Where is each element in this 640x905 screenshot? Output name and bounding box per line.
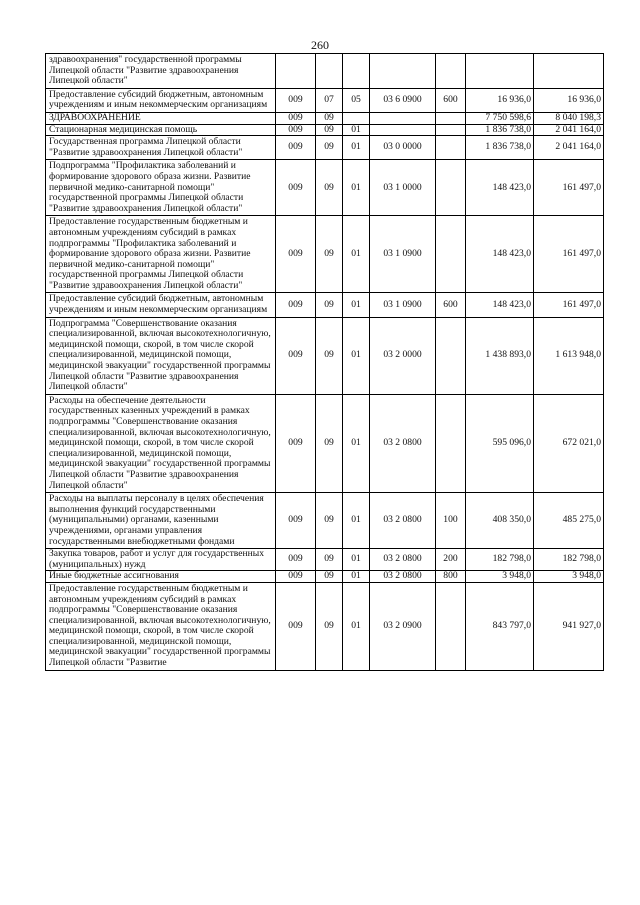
row-section-code: 09 — [316, 317, 343, 394]
row-description: Подпрограмма "Профилактика заболеваний и формирование здорового образа жизни. Развитие первичной медико-санитарной помощи" государственной программы Липецкой области "Развитие здравоохранения Липецкой области" — [46, 160, 276, 216]
row-target-article: 03 6 0900 — [370, 88, 436, 112]
row-ministry-code: 009 — [276, 124, 316, 136]
row-amount-year2: 161 497,0 — [534, 293, 604, 317]
table-row — [46, 394, 604, 492]
row-amount-year2: 161 497,0 — [534, 216, 604, 293]
row-expense-type — [436, 317, 466, 394]
row-description: ЗДРАВООХРАНЕНИЕ — [46, 112, 276, 124]
row-target-article: 03 2 0800 — [370, 394, 436, 492]
row-target-article: 03 2 0800 — [370, 571, 436, 583]
row-description: здравоохранения" государственной программы Липецкой области "Развитие здравоохранения Липецкой области" — [46, 54, 276, 89]
row-section-code: 09 — [316, 549, 343, 571]
table-row — [46, 582, 604, 670]
row-expense-type: 100 — [436, 493, 466, 549]
row-target-article — [370, 112, 436, 124]
row-description: Иные бюджетные ассигнования — [46, 571, 276, 583]
row-amount-year1: 1 836 738,0 — [466, 124, 534, 136]
row-section-code: 09 — [316, 112, 343, 124]
row-ministry-code: 009 — [276, 160, 316, 216]
row-ministry-code: 009 — [276, 571, 316, 583]
row-amount-year1: 1 438 893,0 — [466, 317, 534, 394]
table-row — [46, 124, 604, 136]
row-expense-type — [436, 582, 466, 670]
row-subsection-code: 01 — [343, 317, 370, 394]
row-ministry-code: 009 — [276, 493, 316, 549]
row-expense-type: 200 — [436, 549, 466, 571]
table-row — [46, 88, 604, 112]
row-expense-type — [436, 54, 466, 89]
row-amount-year1: 843 797,0 — [466, 582, 534, 670]
row-amount-year2: 941 927,0 — [534, 582, 604, 670]
row-amount-year2: 485 275,0 — [534, 493, 604, 549]
table-row — [46, 571, 604, 583]
row-amount-year1: 595 096,0 — [466, 394, 534, 492]
table-row — [46, 293, 604, 317]
row-subsection-code: 01 — [343, 124, 370, 136]
row-description: Предоставление субсидий бюджетным, автономным учреждениям и иным некоммерческим организациям — [46, 88, 276, 112]
row-amount-year2: 2 041 164,0 — [534, 124, 604, 136]
row-expense-type — [436, 216, 466, 293]
row-description: Государственная программа Липецкой области "Развитие здравоохранения Липецкой области" — [46, 136, 276, 160]
row-subsection-code: 01 — [343, 293, 370, 317]
row-amount-year1: 7 750 598,6 — [466, 112, 534, 124]
row-target-article: 03 1 0900 — [370, 216, 436, 293]
row-subsection-code: 01 — [343, 394, 370, 492]
row-description: Предоставление государственным бюджетным и автономным учреждениям субсидий в рамках подпрограммы "Совершенствование оказания специализированной, включая высокотехнологичную, медицинской помощи, скорой, в том числе скорой специализированной, медицинской помощи, медицинской эвакуации" государственной программы Липецкой области "Развитие — [46, 582, 276, 670]
row-section-code: 09 — [316, 136, 343, 160]
budget-table — [45, 53, 604, 671]
row-amount-year2: 672 021,0 — [534, 394, 604, 492]
table-row — [46, 549, 604, 571]
row-ministry-code: 009 — [276, 293, 316, 317]
row-expense-type: 800 — [436, 571, 466, 583]
row-target-article: 03 2 0800 — [370, 549, 436, 571]
row-target-article: 03 2 0800 — [370, 493, 436, 549]
row-amount-year1: 148 423,0 — [466, 293, 534, 317]
table-row — [46, 317, 604, 394]
row-ministry-code: 009 — [276, 317, 316, 394]
row-expense-type — [436, 124, 466, 136]
row-section-code: 09 — [316, 394, 343, 492]
row-target-article: 03 1 0000 — [370, 160, 436, 216]
row-description: Предоставление государственным бюджетным и автономным учреждениям субсидий в рамках подпрограммы "Профилактика заболеваний и формирование здорового образа жизни. Развитие первичной медико-санитарной помощи" государственной программы Липецкой области "Развитие здравоохранения Липецкой области" — [46, 216, 276, 293]
row-amount-year2: 16 936,0 — [534, 88, 604, 112]
row-subsection-code: 01 — [343, 571, 370, 583]
row-section-code: 09 — [316, 216, 343, 293]
row-expense-type — [436, 112, 466, 124]
row-subsection-code: 01 — [343, 216, 370, 293]
row-amount-year1: 16 936,0 — [466, 88, 534, 112]
row-amount-year2: 3 948,0 — [534, 571, 604, 583]
row-expense-type — [436, 160, 466, 216]
row-section-code: 09 — [316, 493, 343, 549]
row-section-code: 09 — [316, 571, 343, 583]
row-description: Стационарная медицинская помощь — [46, 124, 276, 136]
row-amount-year2: 1 613 948,0 — [534, 317, 604, 394]
row-amount-year2: 2 041 164,0 — [534, 136, 604, 160]
table-row — [46, 54, 604, 89]
row-subsection-code: 01 — [343, 136, 370, 160]
row-amount-year1: 182 798,0 — [466, 549, 534, 571]
row-description: Подпрограмма "Совершенствование оказания специализированной, включая высокотехнологичную, медицинской помощи, скорой, в том числе скорой специализированной, медицинской помощи, медицинской эвакуации" государственной программы Липецкой области "Развитие здравоохранения Липецкой области" — [46, 317, 276, 394]
row-amount-year1: 3 948,0 — [466, 571, 534, 583]
row-subsection-code: 01 — [343, 493, 370, 549]
row-amount-year2: 182 798,0 — [534, 549, 604, 571]
row-ministry-code: 009 — [276, 549, 316, 571]
row-section-code: 09 — [316, 582, 343, 670]
row-ministry-code — [276, 54, 316, 89]
row-target-article: 03 2 0000 — [370, 317, 436, 394]
row-section-code: 07 — [316, 88, 343, 112]
row-subsection-code — [343, 112, 370, 124]
row-target-article: 03 1 0900 — [370, 293, 436, 317]
row-expense-type — [436, 394, 466, 492]
row-amount-year1 — [466, 54, 534, 89]
table-row — [46, 112, 604, 124]
row-subsection-code: 01 — [343, 549, 370, 571]
row-target-article — [370, 54, 436, 89]
row-target-article — [370, 124, 436, 136]
row-ministry-code: 009 — [276, 112, 316, 124]
row-amount-year1: 1 836 738,0 — [466, 136, 534, 160]
page-number: 260 — [311, 38, 329, 52]
row-amount-year2: 161 497,0 — [534, 160, 604, 216]
row-section-code: 09 — [316, 124, 343, 136]
row-amount-year1: 148 423,0 — [466, 216, 534, 293]
table-row — [46, 160, 604, 216]
row-target-article: 03 0 0000 — [370, 136, 436, 160]
row-section-code: 09 — [316, 293, 343, 317]
row-expense-type: 600 — [436, 88, 466, 112]
row-subsection-code: 01 — [343, 582, 370, 670]
table-row — [46, 136, 604, 160]
row-target-article: 03 2 0900 — [370, 582, 436, 670]
row-ministry-code: 009 — [276, 582, 316, 670]
row-section-code — [316, 54, 343, 89]
row-expense-type — [436, 136, 466, 160]
row-ministry-code: 009 — [276, 88, 316, 112]
table-row — [46, 216, 604, 293]
row-subsection-code: 05 — [343, 88, 370, 112]
row-description: Расходы на выплаты персоналу в целях обеспечения выполнения функций государственными (муниципальными) органами, казенными учреждениями, органами управления государственными внебюджетными фондами — [46, 493, 276, 549]
row-description: Предоставление субсидий бюджетным, автономным учреждениям и иным некоммерческим организациям — [46, 293, 276, 317]
row-ministry-code: 009 — [276, 394, 316, 492]
row-ministry-code: 009 — [276, 216, 316, 293]
row-description: Расходы на обеспечение деятельности государственных казенных учреждений в рамках подпрограммы "Совершенствование оказания специализированной, включая высокотехнологичную, медицинской помощи, скорой, в том числе скорой специализированной, медицинской помощи, медицинской эвакуации" государственной программы Липецкой области "Развитие здравоохранения Липецкой области" — [46, 394, 276, 492]
row-subsection-code: 01 — [343, 160, 370, 216]
row-subsection-code — [343, 54, 370, 89]
row-amount-year2: 8 040 198,3 — [534, 112, 604, 124]
row-amount-year1: 408 350,0 — [466, 493, 534, 549]
table-row — [46, 493, 604, 549]
row-expense-type: 600 — [436, 293, 466, 317]
row-section-code: 09 — [316, 160, 343, 216]
row-amount-year2 — [534, 54, 604, 89]
row-ministry-code: 009 — [276, 136, 316, 160]
row-amount-year1: 148 423,0 — [466, 160, 534, 216]
row-description: Закупка товаров, работ и услуг для государственных (муниципальных) нужд — [46, 549, 276, 571]
